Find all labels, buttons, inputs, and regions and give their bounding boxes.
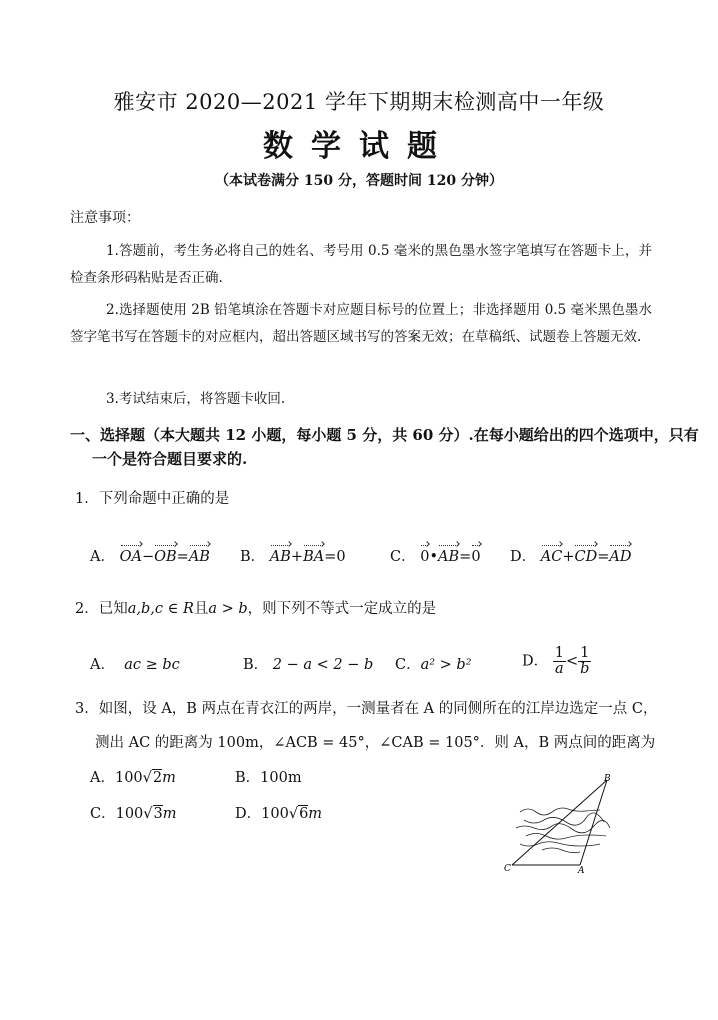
unit: m bbox=[162, 806, 177, 822]
question-2-option-d: D． $\frac{1}{a}$ < $\frac{1}{b}$ bbox=[522, 645, 590, 677]
option-label: C． bbox=[390, 549, 416, 565]
option-label: A． bbox=[90, 549, 115, 565]
subject-title: 数学试题 bbox=[263, 129, 455, 164]
triangle-lines bbox=[512, 780, 607, 865]
option-label: D． bbox=[522, 653, 549, 670]
option-math: a² > b² bbox=[420, 657, 472, 673]
question-1-stem: 1．下列命题中正确的是 bbox=[75, 491, 230, 507]
stem-math: a,b,c ∈ R bbox=[127, 601, 194, 617]
fraction-1-over-b: $\frac{1}{b}$ bbox=[580, 645, 590, 677]
option-label: A．100 bbox=[90, 770, 143, 786]
option-math: AB+BA=0 bbox=[269, 549, 346, 565]
question-3-stem-line1: 3．如图，设 A，B 两点在青衣江的两岸，一测量者在 A 的同侧所在的江岸边选定一点 C， bbox=[75, 701, 658, 717]
option-math: OA−OB=AB bbox=[119, 549, 210, 565]
question-1-option-b bbox=[240, 545, 346, 566]
question-3-option-b bbox=[235, 766, 302, 787]
radicand: 2 bbox=[152, 770, 163, 786]
unit: m bbox=[308, 806, 323, 822]
question-3-option-c: C．100√3m bbox=[90, 806, 177, 822]
fraction-1-over-a: $\frac{1}{a}$ bbox=[554, 645, 564, 677]
radicand: 3 bbox=[153, 806, 163, 822]
option-label: B． bbox=[240, 549, 266, 565]
point-label-b: B bbox=[604, 774, 611, 784]
option-label: C． bbox=[395, 657, 421, 673]
exam-info: （本试卷满分 150 分，答题时间 120 分钟） bbox=[215, 173, 503, 189]
question-2-option-a bbox=[90, 653, 180, 674]
unit: m bbox=[162, 770, 176, 786]
option-math: ac ≥ bc bbox=[124, 657, 180, 673]
stem-text: ，则下列不等式一定成立的是 bbox=[247, 601, 437, 617]
option-label: D．100 bbox=[235, 806, 289, 822]
section-heading-line2: 一个是符合题目要求的. bbox=[92, 450, 248, 468]
notice-item-2: 2.选择题使用 2B 铅笔填涂在答题卡对应题目标号的位置上；非选择题用 0.5 毫米黑色墨水签字笔书写在答题卡的对应框内，超出答题区域书写的答案无效；在草稿纸、试题卷上答题无效. bbox=[70, 302, 652, 345]
question-3-option-d: D．100√6m bbox=[235, 806, 323, 822]
section-heading-line1: 一、选择题（本大题共 12 小题，每小题 5 分，共 60 分）.在每小题给出的四个选项中，只有 bbox=[70, 426, 699, 444]
option-label: C．100 bbox=[90, 806, 144, 822]
point-label-c: C bbox=[504, 864, 511, 874]
river-triangle-figure bbox=[502, 770, 632, 878]
question-3-stem-line2: 测出 AC 的距离为 100m，∠ACB = 45°，∠CAB = 105°．则 A，B 两点间的距离为 bbox=[95, 735, 656, 751]
option-label: D． bbox=[510, 549, 537, 565]
question-1-option-c bbox=[390, 545, 481, 566]
question-2-stem bbox=[75, 597, 436, 618]
question-2-option-b bbox=[243, 653, 373, 674]
notice-item-3: 3.考试结束后，将答题卡收回. bbox=[106, 391, 286, 407]
option-label: B． bbox=[243, 657, 269, 673]
question-1-option-a bbox=[90, 545, 210, 566]
option-label: A． bbox=[90, 657, 115, 673]
option-math: 2 − a < 2 − b bbox=[272, 657, 374, 673]
exam-header-title: 雅安市 2020—2021 学年下期期末检测高中一年级 bbox=[113, 90, 605, 114]
stem-math: a > b bbox=[208, 601, 248, 617]
stem-text: 2．已知 bbox=[75, 601, 128, 617]
question-3-option-a: A．100√2m bbox=[90, 770, 176, 786]
stem-text: 且 bbox=[193, 601, 209, 617]
question-1-option-d bbox=[510, 545, 631, 566]
question-2-option-c bbox=[395, 653, 472, 674]
point-label-a: A bbox=[578, 866, 585, 876]
notice-item-1: 1.答题前，考生务必将自己的姓名、考号用 0.5 毫米的黑色墨水签字笔填写在答题卡上，并检查条形码粘贴是否正确. bbox=[70, 243, 652, 286]
radicand: 6 bbox=[299, 806, 309, 822]
option-math: 0•AB=0 bbox=[420, 549, 481, 565]
notice-heading: 注意事项： bbox=[70, 210, 140, 226]
option-math: AC+CD=AD bbox=[540, 549, 632, 565]
option-label: B．100m bbox=[235, 770, 302, 786]
